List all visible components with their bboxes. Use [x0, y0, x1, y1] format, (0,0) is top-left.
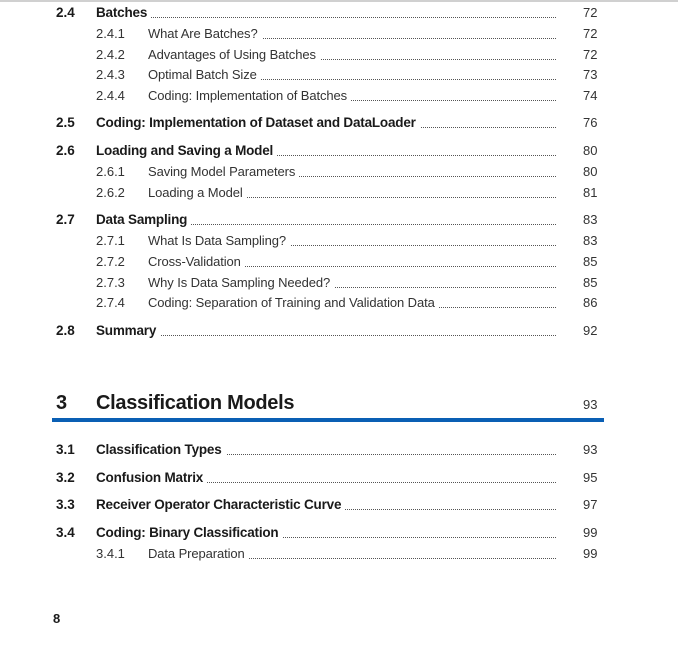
toc-entry-number: 3.3: [56, 497, 75, 512]
toc-section-entry[interactable]: [0, 495, 678, 515]
toc-entry-number: 2.4: [56, 5, 75, 20]
toc-entry-number: 3.4: [56, 525, 75, 540]
toc-entry-page-number: 72: [583, 26, 598, 41]
toc-entry-page-number: 86: [583, 295, 598, 310]
toc-subsection-entry[interactable]: [0, 162, 678, 182]
toc-entry-title[interactable]: Batches: [96, 3, 151, 23]
toc-entry-page-number: 72: [583, 47, 598, 62]
toc-subsection-entry[interactable]: [0, 544, 678, 564]
toc-entry-page-number: 92: [583, 323, 598, 338]
toc-section-entry[interactable]: [0, 141, 678, 161]
page-top-border: [0, 0, 678, 2]
toc-entry-number: 3.2: [56, 470, 75, 485]
toc-entry-title[interactable]: Coding: Binary Classification: [96, 523, 282, 543]
toc-entry-page-number: 99: [583, 525, 598, 540]
toc-entry-title[interactable]: What Are Batches?: [148, 24, 262, 44]
page-folio: 8: [53, 611, 61, 626]
toc-entry-title[interactable]: What Is Data Sampling?: [148, 231, 290, 251]
toc-entry-number: 2.8: [56, 323, 75, 338]
toc-entry-number: 2.7.2: [96, 254, 125, 269]
toc-entry-title[interactable]: Coding: Separation of Training and Validation Data: [148, 293, 439, 313]
toc-entry-title[interactable]: Data Sampling: [96, 210, 191, 230]
toc-subsection-entry[interactable]: [0, 45, 678, 65]
toc-entry-number: 2.7.1: [96, 233, 125, 248]
toc-section-entry[interactable]: [0, 113, 678, 133]
toc-subsection-entry[interactable]: [0, 273, 678, 293]
toc-entry-page-number: 85: [583, 254, 598, 269]
toc-entry-number: 2.4.4: [96, 88, 125, 103]
toc-entry-number: 2.7.4: [96, 295, 125, 310]
toc-section-entry[interactable]: [0, 440, 678, 460]
toc-entry-title[interactable]: Cross-Validation: [148, 252, 245, 272]
toc-entry-page-number: 72: [583, 5, 598, 20]
toc-entry-page-number: 83: [583, 212, 598, 227]
dot-leader: [96, 321, 556, 341]
toc-subsection-entry[interactable]: [0, 24, 678, 44]
chapter-title[interactable]: Classification Models: [96, 392, 295, 414]
toc-section-entry[interactable]: [0, 3, 678, 23]
toc-entry-title[interactable]: Why Is Data Sampling Needed?: [148, 273, 334, 293]
toc-entry-page-number: 73: [583, 67, 598, 82]
toc-subsection-entry[interactable]: [0, 293, 678, 313]
toc-entry-title[interactable]: Confusion Matrix: [96, 468, 207, 488]
toc-entry-number: 2.7: [56, 212, 75, 227]
toc-section-entry[interactable]: [0, 210, 678, 230]
toc-entry-page-number: 93: [583, 442, 598, 457]
toc-section-entry[interactable]: [0, 523, 678, 543]
toc-entry-title[interactable]: Optimal Batch Size: [148, 65, 261, 85]
toc-entry-title[interactable]: Loading a Model: [148, 183, 247, 203]
toc-entry-page-number: 80: [583, 164, 598, 179]
toc-entry-title[interactable]: Classification Types: [96, 440, 226, 460]
chapter-rule: [52, 418, 604, 422]
toc-entry-number: 3.4.1: [96, 546, 125, 561]
toc-entry-page-number: 97: [583, 497, 598, 512]
toc-subsection-entry[interactable]: [0, 65, 678, 85]
toc-subsection-entry[interactable]: [0, 231, 678, 251]
toc-entry-page-number: 95: [583, 470, 598, 485]
chapter-number: 3: [56, 392, 68, 414]
toc-entry-number: 2.4.1: [96, 26, 125, 41]
toc-entry-page-number: 80: [583, 143, 598, 158]
toc-entry-page-number: 74: [583, 88, 598, 103]
chapter-page-number: 93: [583, 397, 598, 412]
toc-entry-title[interactable]: Saving Model Parameters: [148, 162, 299, 182]
toc-entry-title[interactable]: Loading and Saving a Model: [96, 141, 277, 161]
toc-entry-number: 2.7.3: [96, 275, 125, 290]
toc-entry-page-number: 83: [583, 233, 598, 248]
toc-entry-title[interactable]: Advantages of Using Batches: [148, 45, 320, 65]
toc-entry-title[interactable]: Coding: Implementation of Batches: [148, 86, 351, 106]
toc-entry-number: 2.4.3: [96, 67, 125, 82]
toc-entry-number: 2.4.2: [96, 47, 125, 62]
toc-subsection-entry[interactable]: [0, 183, 678, 203]
toc-entry-page-number: 85: [583, 275, 598, 290]
toc-entry-title[interactable]: Receiver Operator Characteristic Curve: [96, 495, 345, 515]
toc-entry-number: 3.1: [56, 442, 75, 457]
toc-entry-page-number: 76: [583, 115, 598, 130]
toc-subsection-entry[interactable]: [0, 86, 678, 106]
toc-entry-number: 2.6: [56, 143, 75, 158]
toc-section-entry[interactable]: [0, 321, 678, 341]
toc-subsection-entry[interactable]: [0, 252, 678, 272]
toc-entry-title[interactable]: Data Preparation: [148, 544, 249, 564]
toc-entry-number: 2.5: [56, 115, 75, 130]
toc-section-entry[interactable]: [0, 468, 678, 488]
toc-entry-title[interactable]: Coding: Implementation of Dataset and DataLoader: [96, 113, 420, 133]
toc-entry-page-number: 81: [583, 185, 598, 200]
dot-leader: [96, 3, 556, 23]
toc-entry-title[interactable]: Summary: [96, 321, 160, 341]
toc-entry-number: 2.6.1: [96, 164, 125, 179]
toc-entry-number: 2.6.2: [96, 185, 125, 200]
chapter-heading[interactable]: [0, 391, 678, 425]
toc-entry-page-number: 99: [583, 546, 598, 561]
